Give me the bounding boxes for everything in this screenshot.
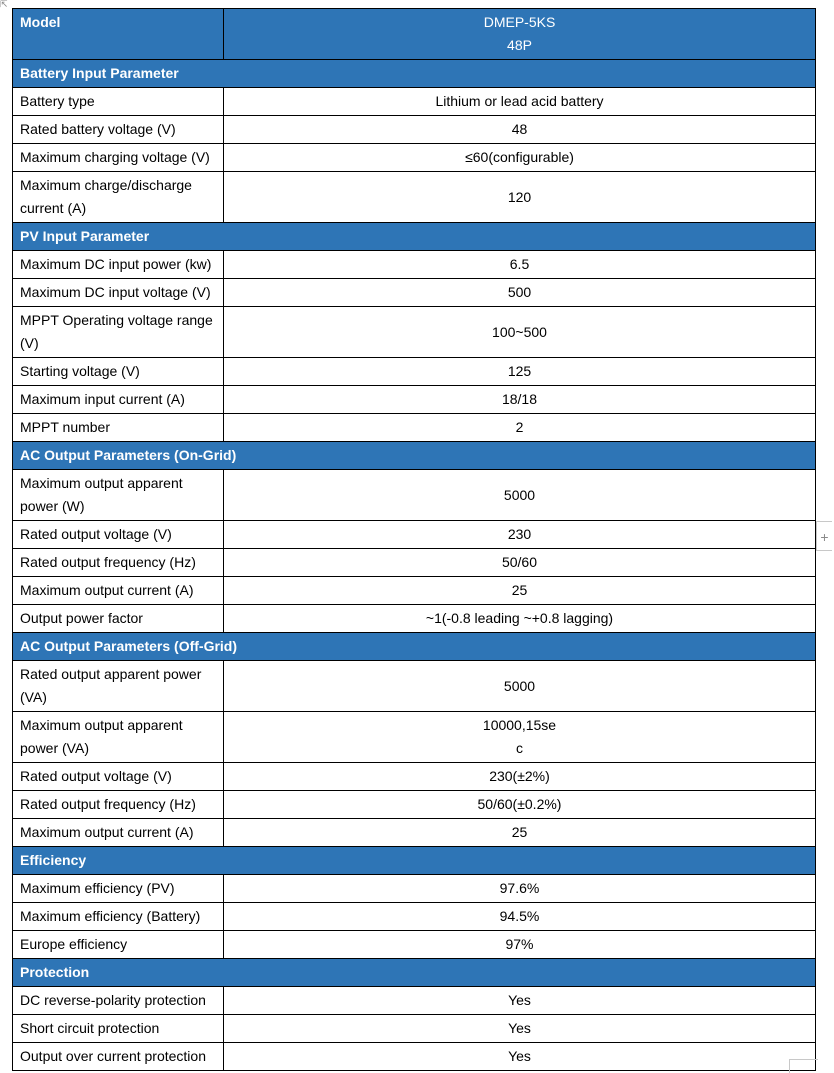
row-value — [224, 549, 816, 577]
row-value — [224, 1015, 816, 1043]
row-label: Maximum DC input voltage (V) — [13, 279, 224, 307]
row-label: Maximum input current (A) — [13, 386, 224, 414]
table-row — [13, 116, 816, 144]
table-row — [13, 987, 816, 1015]
row-value-text: ~1(-0.8 leading ~+0.8 lagging) — [425, 610, 614, 626]
row-label: Maximum DC input power (kw) — [13, 251, 224, 279]
row-value — [224, 661, 816, 712]
row-value-text: Yes — [508, 1048, 531, 1064]
row-value — [224, 251, 816, 279]
row-value — [224, 386, 816, 414]
table-row — [13, 279, 816, 307]
section-title: Efficiency — [13, 847, 816, 875]
row-label: Maximum output current (A) — [13, 819, 224, 847]
table-row — [13, 712, 816, 763]
table-row — [13, 875, 816, 903]
row-label: Maximum output apparent power (VA) — [13, 712, 224, 763]
row-label: MPPT Operating voltage range (V) — [13, 307, 224, 358]
table-row — [13, 144, 816, 172]
table-row — [13, 414, 816, 442]
row-value-text: Yes — [508, 1020, 531, 1036]
row-value — [224, 605, 816, 633]
section-title: PV Input Parameter — [13, 223, 816, 251]
row-value-text: 97.6% — [499, 880, 540, 896]
row-value — [224, 987, 816, 1015]
row-value — [224, 88, 816, 116]
row-value — [224, 819, 816, 847]
model-label: Model — [13, 9, 224, 60]
row-value-text: Yes — [508, 992, 531, 1008]
section-header-row — [13, 442, 816, 470]
section-title: AC Output Parameters (On-Grid) — [13, 442, 816, 470]
row-value — [224, 763, 816, 791]
row-value-text: 94.5% — [499, 908, 540, 924]
table-row — [13, 763, 816, 791]
row-value-text: 50/60 — [501, 554, 538, 570]
row-value-text: 48 — [511, 121, 528, 137]
row-label: Starting voltage (V) — [13, 358, 224, 386]
table-row — [13, 88, 816, 116]
row-value — [224, 470, 816, 521]
table-row — [13, 661, 816, 712]
row-label: Maximum efficiency (Battery) — [13, 903, 224, 931]
table-row — [13, 386, 816, 414]
row-value-text: 10000,15se — [482, 717, 557, 733]
row-value-text: 5000 — [503, 677, 536, 694]
row-label: Maximum efficiency (PV) — [13, 875, 224, 903]
spec-table — [12, 8, 816, 1071]
row-value-text: 50/60(±0.2%) — [477, 796, 562, 812]
row-value — [224, 521, 816, 549]
row-value-text: 125 — [507, 363, 532, 379]
row-value-text: 100~500 — [492, 323, 547, 340]
row-value — [224, 307, 816, 358]
resize-handle[interactable] — [789, 1059, 818, 1073]
model-value-line1: DMEP-5KS — [483, 14, 556, 30]
row-value-text: 97% — [505, 936, 534, 952]
row-label: DC reverse-polarity protection — [13, 987, 224, 1015]
row-value-text: 2 — [515, 419, 524, 435]
table-row — [13, 172, 816, 223]
row-value-text: 25 — [511, 582, 528, 598]
row-value — [224, 172, 816, 223]
row-label: Rated output apparent power (VA) — [13, 661, 224, 712]
row-value — [224, 144, 816, 172]
row-label: Rated output frequency (Hz) — [13, 549, 224, 577]
row-label: Maximum charge/discharge current (A) — [13, 172, 224, 223]
row-label: Rated output frequency (Hz) — [13, 791, 224, 819]
table-row — [13, 791, 816, 819]
model-value-line2: 48P — [507, 37, 532, 53]
spec-table-body — [13, 9, 816, 1071]
row-label: Europe efficiency — [13, 931, 224, 959]
table-row — [13, 521, 816, 549]
row-value — [224, 414, 816, 442]
table-row — [13, 470, 816, 521]
row-value-text: ≤60(configurable) — [465, 149, 574, 165]
section-header-row — [13, 959, 816, 987]
corner-handle-icon[interactable]: ⇱ — [0, 0, 8, 9]
row-label: Output over current protection — [13, 1043, 224, 1071]
row-label: Rated output voltage (V) — [13, 521, 224, 549]
row-label: Rated battery voltage (V) — [13, 116, 224, 144]
row-value-text: 6.5 — [509, 256, 530, 272]
row-value-text: 230(±2%) — [489, 768, 550, 784]
section-header-row — [13, 223, 816, 251]
row-value-text: 25 — [511, 824, 528, 840]
table-row — [13, 931, 816, 959]
row-label: Maximum charging voltage (V) — [13, 144, 224, 172]
section-title: AC Output Parameters (Off-Grid) — [13, 633, 816, 661]
row-value-text: 230 — [507, 526, 532, 542]
row-label: Rated output voltage (V) — [13, 763, 224, 791]
table-row — [13, 549, 816, 577]
row-label: Short circuit protection — [13, 1015, 224, 1043]
plus-icon: + — [820, 529, 829, 545]
table-row — [13, 1015, 816, 1043]
table-row — [13, 358, 816, 386]
section-title: Battery Input Parameter — [13, 60, 816, 88]
row-value — [224, 358, 816, 386]
row-value — [224, 875, 816, 903]
row-value — [224, 577, 816, 605]
row-value-text: 500 — [507, 284, 532, 300]
row-value-text-continued: c — [516, 740, 523, 756]
section-header-row — [13, 633, 816, 661]
row-value-text: Lithium or lead acid battery — [435, 93, 604, 109]
row-label: Battery type — [13, 88, 224, 116]
table-row — [13, 819, 816, 847]
row-label: Maximum output apparent power (W) — [13, 470, 224, 521]
model-row — [13, 9, 816, 60]
row-value — [224, 931, 816, 959]
row-value — [224, 712, 816, 763]
model-value — [224, 9, 816, 60]
table-row — [13, 1043, 816, 1071]
table-row — [13, 605, 816, 633]
row-label: Output power factor — [13, 605, 224, 633]
row-value — [224, 903, 816, 931]
section-title: Protection — [13, 959, 816, 987]
row-label: Maximum output current (A) — [13, 577, 224, 605]
table-row — [13, 903, 816, 931]
table-row — [13, 251, 816, 279]
table-row — [13, 577, 816, 605]
row-value-text: 18/18 — [501, 391, 538, 407]
row-value — [224, 1043, 816, 1071]
section-header-row — [13, 60, 816, 88]
table-row — [13, 307, 816, 358]
row-label: MPPT number — [13, 414, 224, 442]
row-value-text: 120 — [507, 188, 532, 205]
section-header-row — [13, 847, 816, 875]
row-value — [224, 279, 816, 307]
row-value — [224, 116, 816, 144]
row-value-text: 5000 — [503, 486, 536, 503]
add-row-button[interactable] — [816, 521, 832, 551]
row-value — [224, 791, 816, 819]
